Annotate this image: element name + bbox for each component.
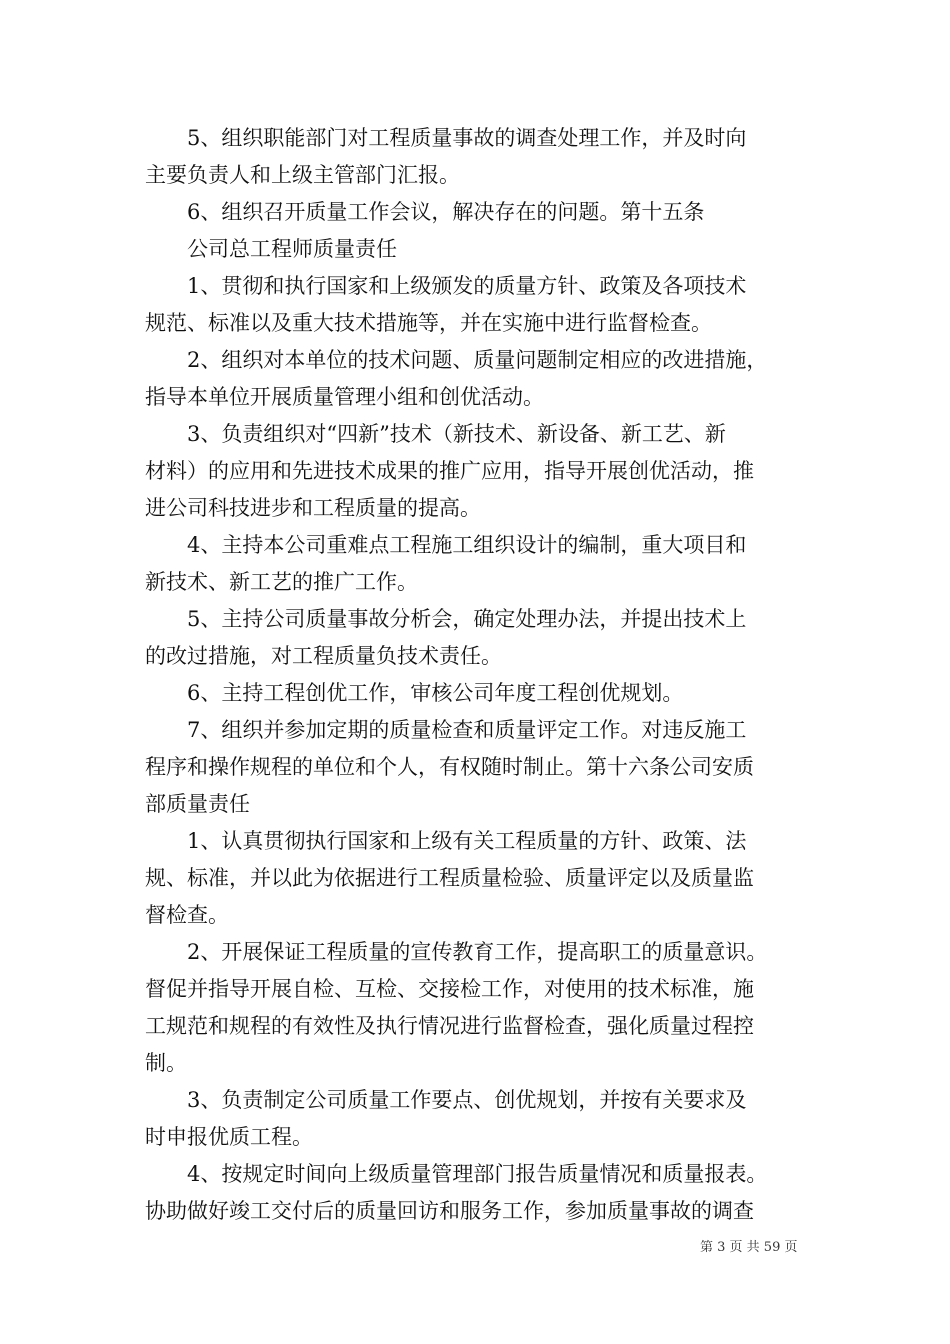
text-line: 4、主持本公司重难点工程施工组织设计的编制，重大项目和: [187, 533, 747, 557]
text-line: 工规范和规程的有效性及执行情况进行监督检查，强化质量过程控: [145, 1014, 754, 1038]
text-line: 程序和操作规程的单位和个人，有权随时制止。第十六条公司安质: [145, 755, 754, 779]
text-line: 材料）的应用和先进技术成果的推广应用，指导开展创优活动，推: [145, 459, 754, 483]
document-body: [145, 120, 810, 1230]
page-number: 第 3 页 共 59 页: [700, 1240, 798, 1255]
text-line: 5、主持公司质量事故分析会，确定处理办法，并提出技术上: [187, 607, 747, 631]
text-line: 规、标准，并以此为依据进行工程质量检验、质量评定以及质量监: [145, 866, 754, 890]
section-heading: 公司总工程师质量责任: [187, 237, 397, 261]
text-line: 制。: [145, 1051, 187, 1075]
section-heading: 部质量责任: [145, 792, 250, 816]
text-line: 规范、标准以及重大技术措施等，并在实施中进行监督检查。: [145, 311, 712, 335]
text-line: 6、组织召开质量工作会议，解决存在的问题。第十五条: [187, 200, 705, 224]
text-line: 时申报优质工程。: [145, 1125, 313, 1149]
text-line: 1、认真贯彻执行国家和上级有关工程质量的方针、政策、法: [187, 829, 747, 853]
text-line: 新技术、新工艺的推广工作。: [145, 570, 418, 594]
text-line: 2、开展保证工程质量的宣传教育工作，提高职工的质量意识。: [187, 940, 768, 964]
text-line: 协助做好竣工交付后的质量回访和服务工作，参加质量事故的调查: [145, 1199, 754, 1223]
text-line: 1、贯彻和执行国家和上级颁发的质量方针、政策及各项技术: [187, 274, 747, 298]
text-line: 指导本单位开展质量管理小组和创优活动。: [145, 385, 544, 409]
text-line: 主要负责人和上级主管部门汇报。: [145, 163, 460, 187]
text-line: 4、按规定时间向上级质量管理部门报告质量情况和质量报表。: [187, 1162, 768, 1186]
text-line: 6、主持工程创优工作，审核公司年度工程创优规划。: [187, 681, 684, 705]
text-line: 督检查。: [145, 903, 229, 927]
text-line: 督促并指导开展自检、互检、交接检工作，对使用的技术标准，施: [145, 977, 754, 1001]
text-line: 5、组织职能部门对工程质量事故的调查处理工作，并及时向: [187, 126, 747, 150]
text-line: 3、负责组织对“四新”技术（新技术、新设备、新工艺、新: [187, 422, 726, 446]
text-line: 的改过措施，对工程质量负技术责任。: [145, 644, 502, 668]
text-line: 进公司科技进步和工程质量的提高。: [145, 496, 481, 520]
text-line: 3、负责制定公司质量工作要点、创优规划，并按有关要求及: [187, 1088, 747, 1112]
text-line: 7、组织并参加定期的质量检查和质量评定工作。对违反施工: [187, 718, 747, 742]
text-line: 2、组织对本单位的技术问题、质量问题制定相应的改进措施，: [187, 348, 768, 372]
